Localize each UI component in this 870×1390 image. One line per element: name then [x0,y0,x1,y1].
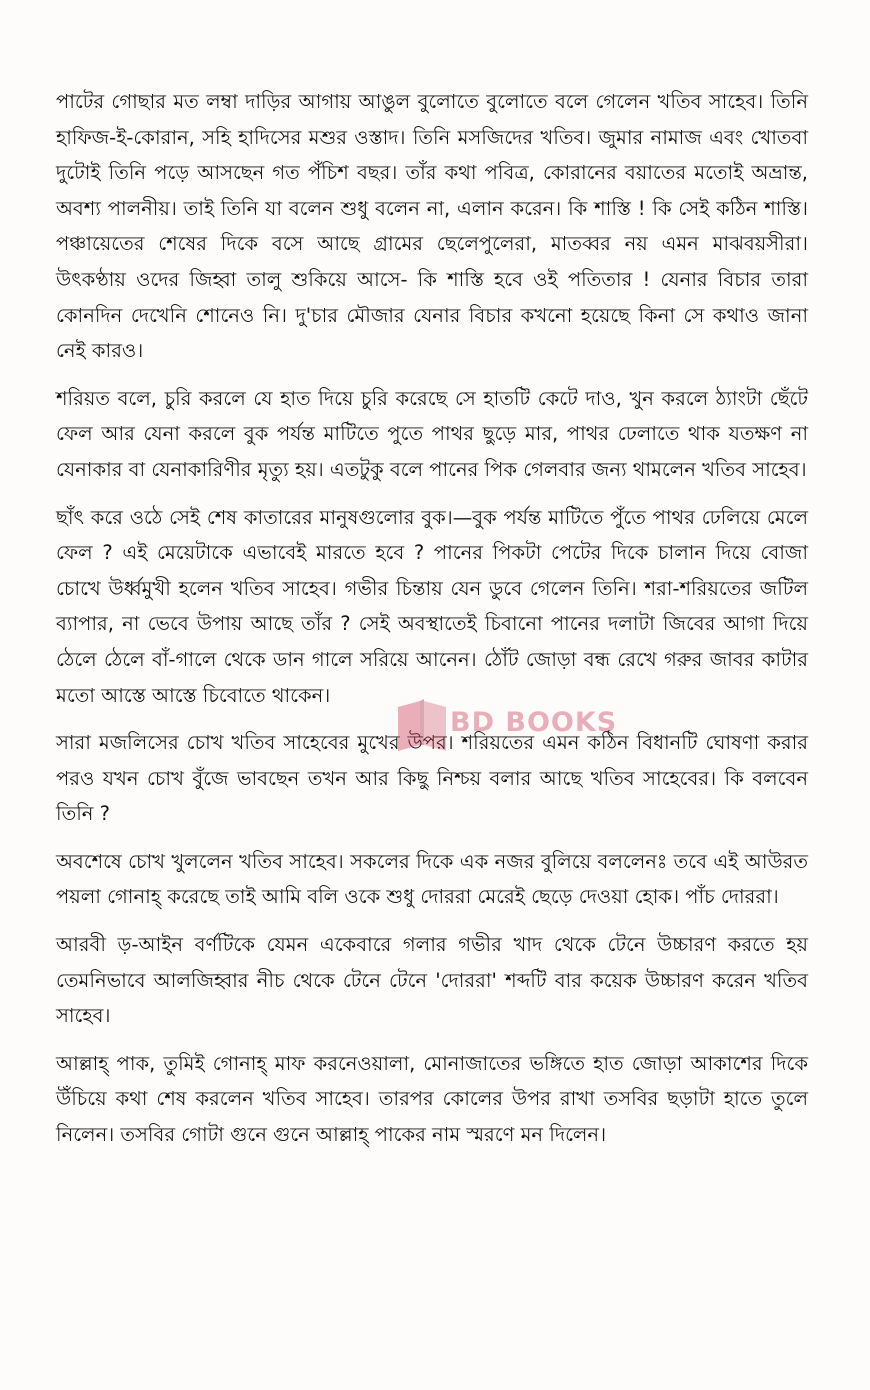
paragraph-7: আল্লাহ্ পাক, তুমিই গোনাহ্ মাফ করনেওয়ালা, মোনাজাতের ভঙ্গিতে হাত জোড়া আকাশের দিকে উঁচিয়ে কথা শেষ করলেন খতিব সাহেব। তারপর কোলের উপর রাখা তসবির ছড়াটা হাতে তুলে নিলেন। তসবির গোটা গুনে গুনে আল্লাহ্ পাকের নাম স্মরণে মন দিলেন। [56,1051,808,1147]
paragraph-3: ছাঁৎ করে ওঠে সেই শেষ কাতারের মানুষগুলোর বুক।—বুক পর্যন্ত মাটিতে পুঁতে পাথর ঢেলিয়ে মেলে ফেল ? এই মেয়েটাকে এভাবেই মারতে হবে ? পানের পিকটা পেটের দিকে চালান দিয়ে বোজা চোখে উর্ধ্বমুখী হলেন খতিব সাহেব। গভীর চিন্তায় যেন ডুবে গেলেন তিনি। শরা-শরিয়তের জটিল ব্যাপার, না ভেবে উপায় আছে তাঁর ? সেই অবস্থাতেই চিবানো পানের দলাটা জিবের আগা দিয়ে ঠেলে ঠেলে বাঁ-গালে থেকে ডান গালে সরিয়ে আনেন। ঠোঁট জোড়া বন্ধ রেখে গরুর জাবর কাটার মতো আস্তে আস্তে চিবোতে থাকেন। [56,505,808,707]
watermark-text: BD BOOKS [450,707,618,738]
paragraph-5: অবশেষে চোখ খুললেন খতিব সাহেব। সকলের দিকে এক নজর বুলিয়ে বললেনঃ তবে এই আউরত পয়লা গোনাহ্ করেছে তাই আমি বলি ওকে শুধু দোররা মেরেই ছেড়ে দেওয়া হোক। পাঁচ দোররা। [56,849,808,909]
book-page-text [56,84,808,1165]
paragraph-4: সারা মজলিসের চোখ খতিব সাহেবের মুখের উপর। শরিয়তের এমন কঠিন বিধানটি ঘোষণা করার পরও যখন চোখ বুঁজে ভাবছেন তখন আর কিছু নিশ্চয় বলার আছে খতিব সাহেবের। কি বলবেন তিনি ? [56,731,808,826]
paragraph-1: পাটের গোছার মত লম্বা দাড়ির আগায় আঙুল বুলোতে বুলোতে বলে গেলেন খতিব সাহেব। তিনি হাফিজ-ই-কোরান, সহি হাদিসের মশুর ওস্তাদ। তিনি মসজিদের খতিব। জুমার নামাজ এবং খোতবা দুটোই তিনি পড়ে আসছেন গত পঁচিশ বছর। তাঁর কথা পবিত্র, কোরানের বয়াতের মতোই অভ্রান্ত, অবশ্য পালনীয়। তাই তিনি যা বলেন শুধু বলেন না, এলান করেন। কি শাস্তি ! কি সেই কঠিন শাস্তি। পঞ্চায়েতের শেষের দিকে বসে আছে গ্রামের ছেলেপুলেরা, মাতব্বর নয় এমন মাঝবয়সীরা। উৎকণ্ঠায় ওদের জিহ্বা তালু শুকিয়ে আসে- কি শাস্তি হবে ওই পতিতার ! যেনার বিচার তারা কোনদিন দেখেনি শোনেও নি। দু'চার মৌজার যেনার বিচার কখনো হয়েছে কিনা সে কথাও জানা নেই কারও। [56,90,808,363]
paragraph-2: শরিয়ত বলে, চুরি করলে যে হাত দিয়ে চুরি করেছে সে হাতটি কেটে দাও, খুন করলে ঠ্যাংটা ছেঁটে ফেল আর যেনা করলে বুক পর্যন্ত মাটিতে পুতে পাথর ছুড়ে মার, পাথর ঢেলাতে থাক যতক্ষণ না যেনাকার বা যেনাকারিণীর মৃত্যু হয়। এতটুকু বলে পানের পিক গেলবার জন্য থামলেন খতিব সাহেব। [56,386,808,481]
paragraph-6: আরবী ড়-আইন বর্ণটিকে যেমন একেবারে গলার গভীর খাদ থেকে টেনে উচ্চারণ করতে হয় তেমনিভাবে আলজিহ্বার নীচ থেকে টেনে টেনে 'দোররা' শব্দটি বার কয়েক উচ্চারণ করেন খতিব সাহেব। [56,933,808,1028]
